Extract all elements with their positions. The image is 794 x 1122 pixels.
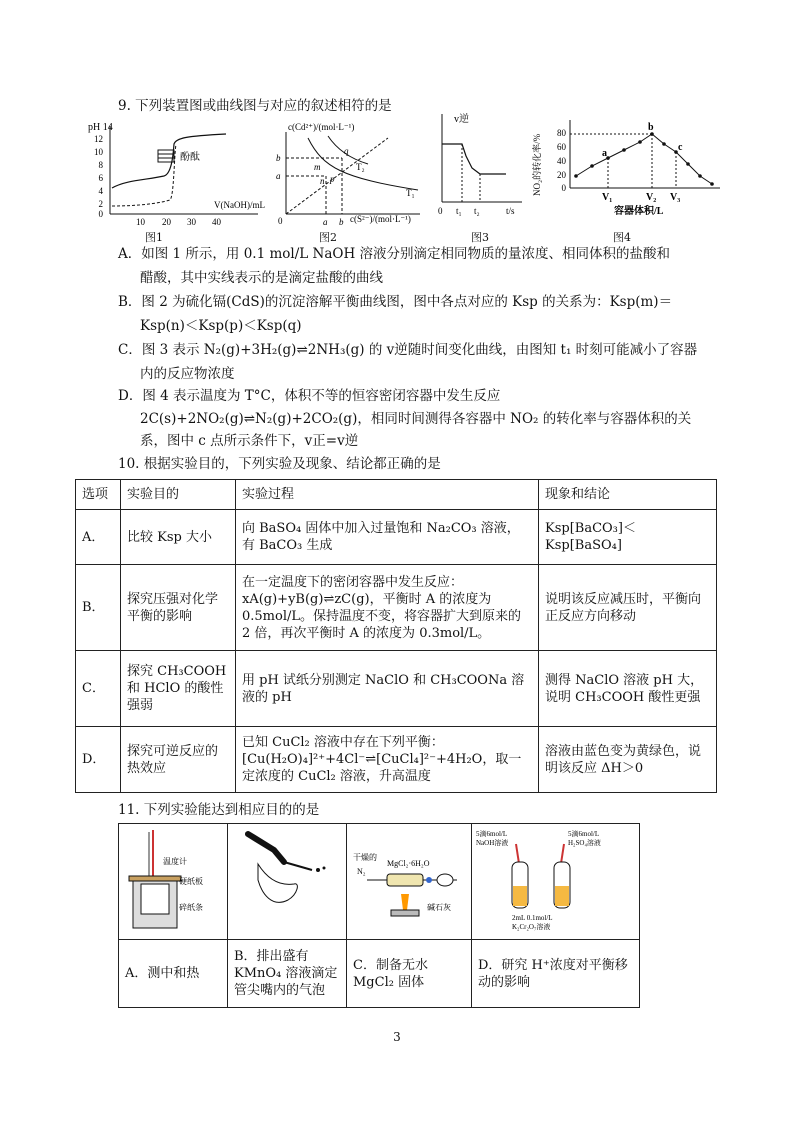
fig2-caption: 图2 [319,231,337,244]
q9-stem: 9. 下列装置图或曲线图与对应的叙述相符的是 [118,98,392,114]
option-c-label: C．制备无水 MgCl₂ 固体 [347,940,472,1008]
svg-text:温度计: 温度计 [163,857,187,866]
header-conclusion: 现象和结论 [539,480,717,510]
apparatus-image-row [119,824,640,940]
apparatus-label-row [119,940,640,1008]
dichromate-test-image [472,824,622,934]
page-number: 3 [393,1030,401,1044]
option-d-label: D．研究 H⁺浓度对平衡移动的影响 [472,940,640,1008]
option-a-label: A．测中和热 [119,940,228,1008]
row-d-option: D． [76,727,121,793]
svg-text:V₁: V₁ [602,192,613,203]
fig4-conversion-chart [530,112,730,224]
q9-option-b-line1: B．图 2 为硫化镉(CdS)的沉淀溶解平衡曲线图，图中各点对应的 Ksp 的关系为：Ksp(m)＝ [118,294,673,310]
burette-bubble-image [228,824,346,934]
svg-text:10: 10 [136,217,145,227]
row-c-process: 用 pH 试纸分别测定 NaClO 和 CH₃COONa 溶液的 pH [236,651,539,727]
apparatus-b-cell [228,824,347,940]
svg-text:碱石灰: 碱石灰 [427,903,451,912]
apparatus-c-cell [347,824,472,940]
svg-text:酚酞: 酚酞 [180,152,200,163]
svg-text:p: p [330,174,335,184]
q11-apparatus-table [118,823,640,1008]
header-option: 选项 [76,480,121,510]
svg-text:6: 6 [98,173,103,183]
q9-option-d-line2: 2C(s)+2NO₂(g)⇌N₂(g)+2CO₂(g)，相同时间测得各容器中 NO₂ 的转化率与容器体积的关 [140,411,692,427]
row-a-goal: 比较 Ksp 大小 [121,510,236,565]
svg-text:20: 20 [162,217,171,227]
q10-stem: 10. 根据实验目的，下列实验及现象、结论都正确的是 [118,456,441,472]
svg-text:T₂: T₂ [356,162,365,172]
svg-text:V(NaOH)/mL: V(NaOH)/mL [214,200,265,210]
svg-text:a: a [602,148,607,159]
svg-text:NaOH溶液: NaOH溶液 [476,839,509,847]
svg-text:v逆: v逆 [454,114,469,125]
svg-text:n: n [320,176,325,186]
table-row [76,651,717,727]
header-process: 实验过程 [236,480,539,510]
mgcl2-drying-image [347,824,471,934]
svg-text:t/s: t/s [506,206,515,216]
svg-text:c(Cd²⁺)/(mol·L⁻¹): c(Cd²⁺)/(mol·L⁻¹) [288,122,355,132]
svg-text:K₂Cr₂O₇溶液: K₂Cr₂O₇溶液 [512,923,551,931]
table-row [76,727,717,793]
svg-text:0: 0 [561,183,566,193]
calorimeter-image [119,824,227,934]
svg-text:30: 30 [187,217,196,227]
svg-text:t₂: t₂ [474,206,480,216]
row-c-goal: 探究 CH₃COOH 和 HClO 的酸性强弱 [121,651,236,727]
svg-text:0: 0 [438,206,443,216]
row-c-conclusion: 测得 NaClO 溶液 pH 大，说明 CH₃COOH 酸性更强 [539,651,717,727]
svg-text:60: 60 [557,142,566,152]
fig2-solubility-curve [268,118,428,228]
svg-text:b: b [648,122,654,133]
svg-text:12: 12 [94,134,103,144]
option-b-label: B．排出盛有 KMnO₄ 溶液滴定管尖嘴内的气泡 [228,940,347,1008]
svg-text:q: q [344,146,349,156]
row-b-conclusion: 说明该反应减压时，平衡向正反应方向移动 [539,565,717,651]
row-d-conclusion: 溶液由蓝色变为黄绿色，说明该反应 ΔH＞0 [539,727,717,793]
fig1-y-label: pH 14 [88,122,113,133]
svg-text:c(S²⁻)/(mol·L⁻¹): c(S²⁻)/(mol·L⁻¹) [350,214,411,224]
q9-option-b-line2: Ksp(n)＜Ksp(p)＜Ksp(q) [140,318,302,334]
fig4-caption: 图4 [613,231,631,244]
q11-stem: 11. 下列实验能达到相应目的的是 [118,802,320,818]
svg-text:8: 8 [98,160,103,170]
svg-text:40: 40 [557,156,566,166]
svg-text:2mL 0.1mol/L: 2mL 0.1mol/L [512,914,553,922]
table-row [76,565,717,651]
svg-text:10: 10 [94,147,103,157]
q9-option-d-line1: D．图 4 表示温度为 T°C，体积不等的恒容密闭容器中发生反应 [118,388,501,404]
svg-text:MgCl₂·6H₂O: MgCl₂·6H₂O [387,859,430,868]
svg-text:V₃: V₃ [670,192,681,203]
row-a-option: A． [76,510,121,565]
q9-option-c-line2: 内的反应物浓度 [140,366,235,382]
svg-text:0: 0 [278,216,283,226]
svg-text:40: 40 [212,217,221,227]
svg-text:2: 2 [98,199,103,209]
svg-text:N₂: N₂ [357,867,366,876]
svg-text:T₁: T₁ [406,188,415,198]
svg-text:碎纸条: 碎纸条 [179,903,203,912]
svg-text:5滴6mol/L: 5滴6mol/L [476,830,508,838]
row-a-process: 向 BaSO₄ 固体中加入过量饱和 Na₂CO₃ 溶液，有 BaCO₃ 生成 [236,510,539,565]
fig1-titration-curve [86,118,266,228]
row-d-goal: 探究可逆反应的热效应 [121,727,236,793]
svg-text:a: a [276,171,281,181]
q9-option-a-line1: A．如图 1 所示，用 0.1 mol/L NaOH 溶液分别滴定相同物质的量浓度、相同体积的盐酸和 [118,246,671,262]
svg-text:m: m [314,162,321,172]
svg-text:NO₂的转化率/%: NO₂的转化率/% [532,133,542,196]
table-row [76,510,717,565]
table-header-row [76,480,717,510]
svg-text:c: c [678,142,683,153]
svg-text:b: b [276,153,281,163]
svg-text:20: 20 [557,170,566,180]
header-goal: 实验目的 [121,480,236,510]
svg-text:0: 0 [98,209,103,219]
fig3-caption: 图3 [471,231,489,244]
row-b-process: 在一定温度下的密闭容器中发生反应：xA(g)+yB(g)⇌zC(g)，平衡时 A 的浓度为 0.5mol/L。保持温度不变，将容器扩大到原来的 2 倍，再次平衡时 A 的浓度为 0.3mol/L。 [236,565,539,651]
q9-option-c-line1: C．图 3 表示 N₂(g)+3H₂(g)⇌2NH₃(g) 的 v逆随时间变化曲线，由图知 t₁ 时刻可能减小了容器 [118,342,698,358]
svg-text:硬纸板: 硬纸板 [179,877,203,886]
svg-text:H₂SO₄溶液: H₂SO₄溶液 [568,839,601,847]
row-a-conclusion: Ksp[BaCO₃]＜Ksp[BaSO₄] [539,510,717,565]
q9-option-d-line3: 系，图中 c 点所示条件下，v正=v逆 [140,433,359,449]
svg-text:80: 80 [557,128,566,138]
row-d-process: 已知 CuCl₂ 溶液中存在下列平衡：[Cu(H₂O)₄]²⁺+4Cl⁻⇌[CuCl₄]²⁻+4H₂O，取一定浓度的 CuCl₂ 溶液，升高温度 [236,727,539,793]
svg-text:4: 4 [98,186,103,196]
svg-text:干燥的: 干燥的 [353,853,377,862]
svg-text:a: a [323,217,328,227]
svg-text:5滴6mol/L: 5滴6mol/L [568,830,600,838]
q10-table [75,479,717,793]
row-c-option: C． [76,651,121,727]
row-b-goal: 探究压强对化学平衡的影响 [121,565,236,651]
svg-text:容器体积/L: 容器体积/L [614,206,664,217]
svg-text:b: b [339,217,344,227]
apparatus-d-cell [472,824,640,940]
svg-text:t₁: t₁ [456,206,462,216]
row-b-option: B． [76,565,121,651]
apparatus-a-cell [119,824,228,940]
svg-text:V₂: V₂ [646,192,657,203]
fig1-caption: 图1 [145,231,163,244]
fig3-rate-curve [436,108,526,220]
q9-option-a-line2: 醋酸，其中实线表示的是滴定盐酸的曲线 [140,270,383,286]
